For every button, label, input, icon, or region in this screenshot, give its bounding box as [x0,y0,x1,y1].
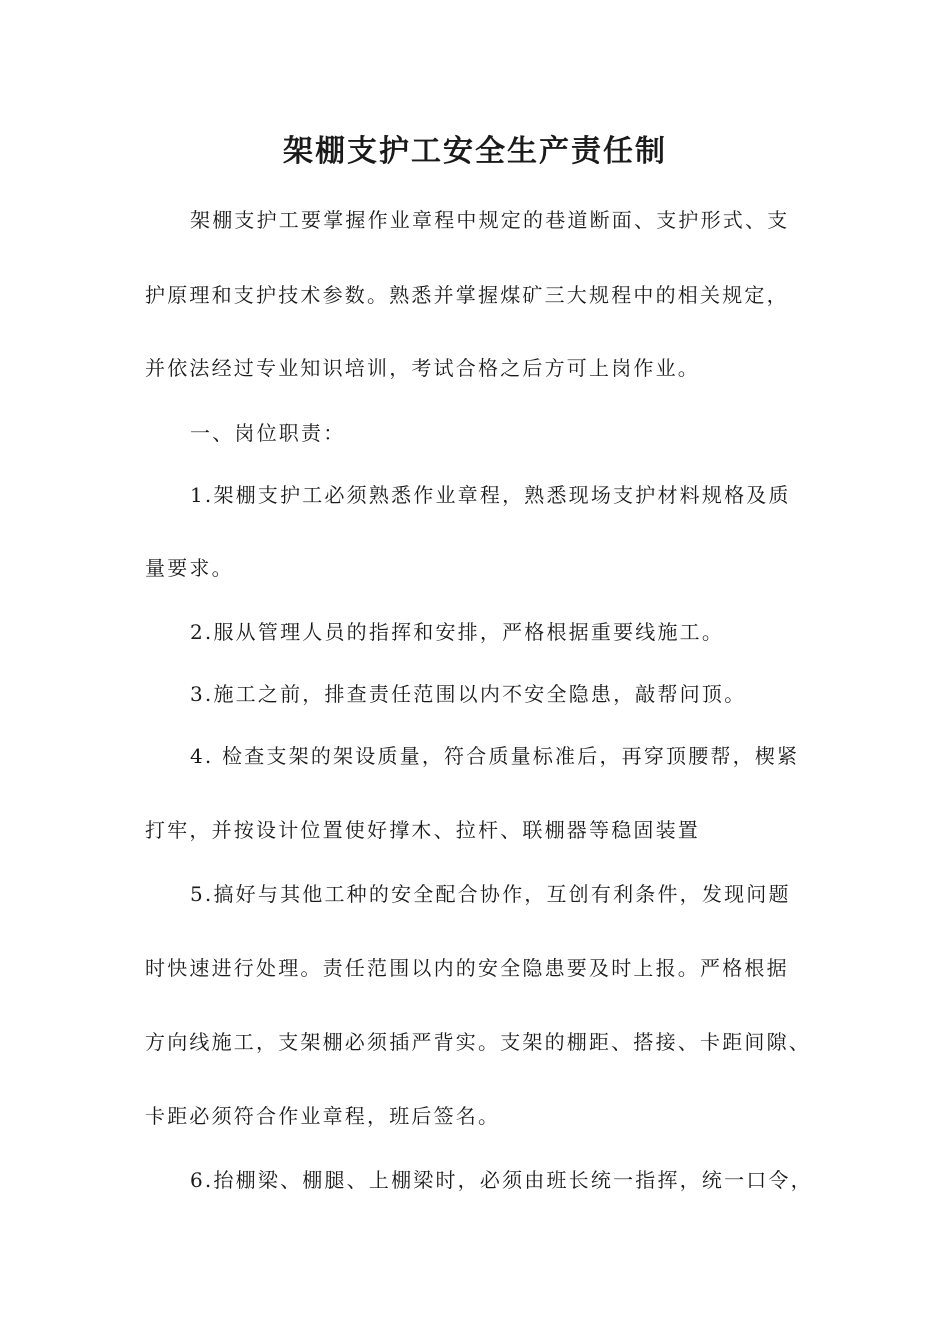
paragraph-line: 3.施工之前，排查责任范围以内不安全隐患，敲帮问顶。 [190,682,747,706]
paragraph-line: 5.搞好与其他工种的安全配合协作，互创有利条件，发现问题 [190,882,791,906]
paragraph-line: 并依法经过专业知识培训，考试合格之后方可上岗作业。 [145,356,700,380]
paragraph-line: 量要求。 [145,556,234,580]
paragraph-line: 护原理和支护技术参数。熟悉并掌握煤矿三大规程中的相关规定， [145,283,789,307]
paragraph-line: 6.抬棚梁、棚腿、上棚梁时，必须由班长统一指挥，统一口令， [190,1168,813,1192]
paragraph-line: 2.服从管理人员的指挥和安排，严格根据重要线施工。 [190,620,725,644]
paragraph-line: 架棚支护工要掌握作业章程中规定的巷道断面、支护形式、支 [190,208,790,232]
paragraph-line: 方向线施工，支架棚必须插严背实。支架的棚距、搭接、卡距间隙、 [145,1030,811,1054]
document-title: 架棚支护工安全生产责任制 [283,134,667,169]
section-heading: 一、岗位职责： [190,421,346,445]
paragraph-line: 1.架棚支护工必须熟悉作业章程，熟悉现场支护材料规格及质 [190,483,791,507]
paragraph-line: 4. 检查支架的架设质量，符合质量标准后，再穿顶腰帮，楔紧 [190,744,800,768]
paragraph-line: 卡距必须符合作业章程，班后签名。 [145,1104,501,1128]
paragraph-line: 时快速进行处理。责任范围以内的安全隐患要及时上报。严格根据 [145,956,789,980]
paragraph-line: 打牢，并按设计位置使好撑木、拉杆、联棚器等稳固装置 [145,818,700,842]
